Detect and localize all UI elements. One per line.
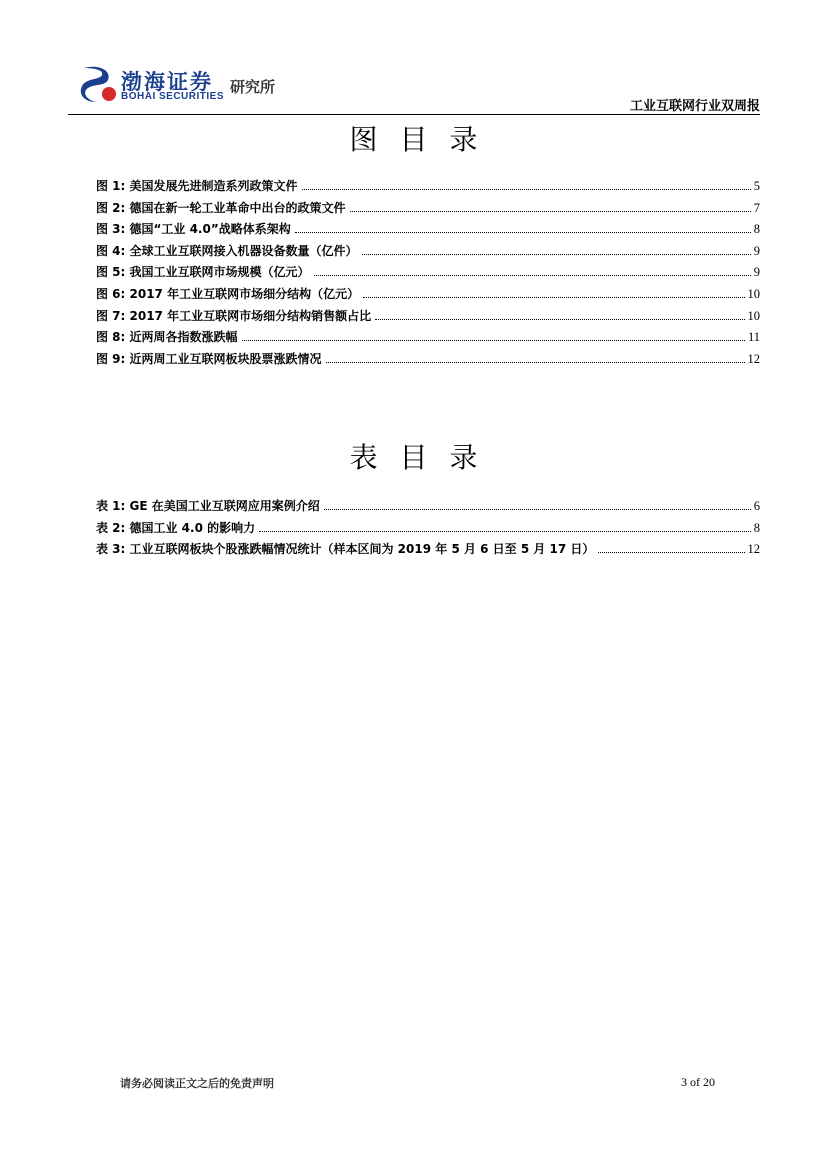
toc-entry-page: 8 (753, 222, 760, 237)
toc-entry-page: 9 (753, 243, 760, 258)
toc-entry[interactable] (96, 242, 760, 264)
dot-leader (314, 275, 751, 276)
toc-entry[interactable] (96, 307, 760, 329)
toc-entry[interactable] (96, 519, 760, 541)
toc-entry[interactable] (96, 263, 760, 285)
toc-entry[interactable] (96, 285, 760, 307)
toc-entry-label: 图 6: 2017 年工业互联网市场细分结构（亿元） (96, 286, 360, 301)
toc-entry[interactable] (96, 199, 760, 221)
toc-entry-label: 表 2: 德国工业 4.0 的影响力 (96, 520, 256, 535)
toc-entry-page: 12 (747, 542, 760, 557)
tables-toc-list (96, 497, 760, 562)
toc-entry[interactable] (96, 497, 760, 519)
dot-leader (363, 297, 744, 298)
dot-leader (295, 232, 751, 233)
logo-english-name: BOHAI SECURITIES (121, 91, 225, 102)
dot-leader (598, 552, 744, 553)
toc-entry-page: 9 (753, 265, 760, 280)
toc-entry-label: 图 7: 2017 年工业互联网市场细分结构销售额占比 (96, 308, 372, 323)
toc-entry[interactable] (96, 220, 760, 242)
toc-entry[interactable] (96, 177, 760, 199)
institute-name: 研究所 (230, 78, 276, 96)
dot-leader (362, 254, 751, 255)
toc-entry-page: 12 (747, 351, 760, 366)
toc-entry-page: 10 (747, 286, 760, 301)
dot-leader (324, 509, 751, 510)
dot-leader (242, 340, 745, 341)
dot-leader (350, 211, 751, 212)
figures-toc-list (96, 177, 760, 371)
toc-entry-page: 10 (747, 308, 760, 323)
toc-entry-page: 5 (753, 179, 760, 193)
toc-entry-label: 图 9: 近两周工业互联网板块股票涨跌情况 (96, 351, 322, 366)
logo-chinese-name: 渤海证券 (121, 70, 213, 94)
dot-leader (375, 319, 744, 320)
toc-entry-label: 图 2: 德国在新一轮工业革命中出台的政策文件 (96, 200, 346, 215)
toc-entry-page: 6 (753, 499, 760, 513)
toc-entry-page: 8 (753, 520, 760, 535)
page-header (0, 0, 827, 115)
header-divider (68, 114, 760, 115)
toc-entry-page: 7 (753, 200, 760, 215)
toc-entry[interactable] (96, 328, 760, 350)
dot-leader (302, 189, 751, 190)
toc-entry-label: 图 8: 近两周各指数涨跌幅 (96, 330, 238, 345)
dot-leader (326, 362, 745, 363)
dot-leader (259, 531, 751, 532)
toc-entry[interactable] (96, 350, 760, 372)
bohai-logo-icon (78, 64, 118, 104)
figures-toc-title: 图目录 (349, 123, 500, 156)
toc-entry-label: 图 3: 德国“工业 4.0”战略体系架构 (96, 222, 291, 237)
toc-entry-label: 图 5: 我国工业互联网市场规模（亿元） (96, 265, 310, 280)
report-name: 工业互联网行业双周报 (629, 99, 760, 114)
toc-entry-label: 图 4: 全球工业互联网接入机器设备数量（亿件） (96, 243, 358, 258)
tables-toc-title: 表目录 (349, 441, 500, 474)
toc-entry-label: 表 3: 工业互联网板块个股涨跌幅情况统计（样本区间为 2019 年 5 月 6 日至 5 月 17 日） (96, 542, 595, 557)
toc-entry[interactable] (96, 540, 760, 562)
page-indicator: 3 of 20 (681, 1075, 715, 1089)
toc-entry-label: 图 1: 美国发展先进制造系列政策文件 (96, 179, 298, 193)
toc-entry-page: 11 (747, 330, 760, 345)
toc-entry-label: 表 1: GE 在美国工业互联网应用案例介绍 (96, 499, 320, 513)
disclaimer-note: 请务必阅读正文之后的免责声明 (120, 1077, 274, 1090)
